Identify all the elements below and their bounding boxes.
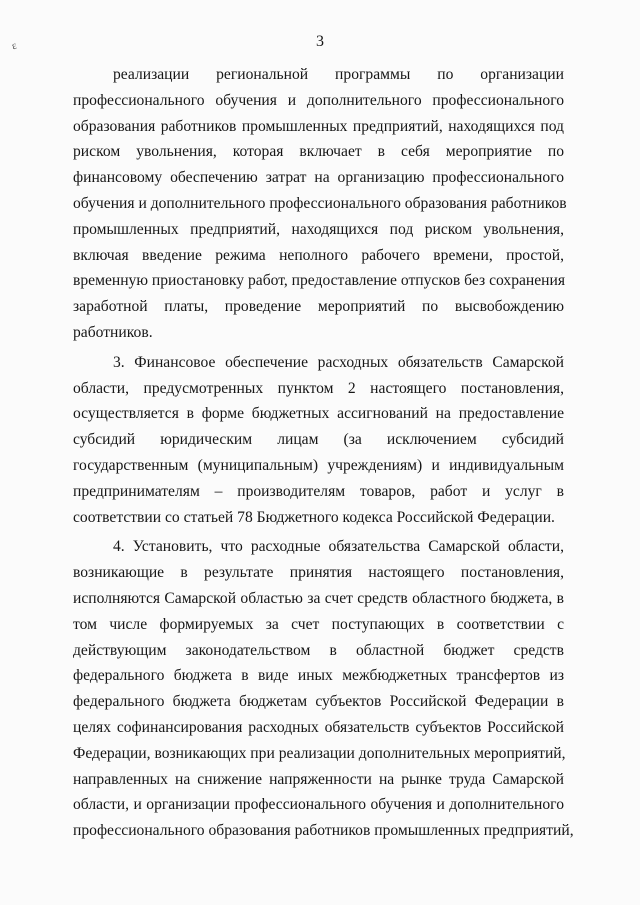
text-line: работников. <box>73 323 153 341</box>
text-line: возникающие в результате принятия настоящего постановления, <box>73 564 564 582</box>
text-line: финансовому обеспечению затрат на организацию профессионального <box>73 169 564 187</box>
text-line: риском увольнения, которая включает в себя мероприятие по <box>73 143 564 161</box>
text-line: том числе формируемых за счет поступающих в соответствии с <box>73 615 564 633</box>
text-line: предпринимателям – производителям товаров, работ и услуг в <box>73 482 564 500</box>
text-line: реализации региональной программы по организации <box>113 66 564 83</box>
text-line: 3. Финансовое обеспечение расходных обязательств Самарской <box>113 353 564 371</box>
text-line: промышленных предприятий, находящихся под риском увольнения, <box>73 220 564 238</box>
text-line: соответствии со статьей 78 Бюджетного кодекса Российской Федерации. <box>73 508 555 526</box>
text-line: области, и организации профессионального обучения и дополнительного <box>73 796 564 814</box>
text-line: государственным (муниципальным) учреждениям) и индивидуальным <box>73 456 564 474</box>
text-line: исполняются Самарской областью за счет средств областного бюджета, в <box>73 589 564 607</box>
text-line: 4. Установить, что расходные обязательства Самарской области, <box>113 538 564 556</box>
text-line: профессионального образования работников промышленных предприятий, <box>73 822 574 840</box>
text-line: области, предусмотренных пунктом 2 настоящего постановления, <box>73 379 564 397</box>
body-text <box>73 62 574 844</box>
text-line: целях софинансирования расходных обязательств субъектов Российской <box>73 718 564 736</box>
page-number: 3 <box>316 33 324 50</box>
text-line: федерального бюджета в виде иных межбюджетных трансфертов из <box>73 667 564 685</box>
text-line: субсидий юридическим лицам (за исключением субсидий <box>73 431 564 449</box>
text-line: обучения и дополнительного профессионального образования работников <box>73 194 567 212</box>
text-line: профессионального обучения и дополнительного профессионального <box>73 91 564 109</box>
text-line: направленных на снижение напряженности на рынке труда Самарской <box>73 770 564 788</box>
text-line: включая введение режима неполного рабочего времени, простой, <box>73 246 564 264</box>
text-line: заработной платы, проведение мероприятий по высвобождению <box>73 298 564 316</box>
text-line: федерального бюджета бюджетам субъектов Российской Федерации в <box>73 693 564 711</box>
text-line: действующим законодательством в областной бюджет средств <box>73 641 564 659</box>
text-line: образования работников промышленных предприятий, находящихся под <box>73 117 564 135</box>
text-line: осуществляется в форме бюджетных ассигнований на предоставление <box>73 405 564 423</box>
text-line: Федерации, возникающих при реализации дополнительных мероприятий, <box>73 744 566 762</box>
margin-mark: ε <box>10 39 19 53</box>
text-line: временную приостановку работ, предоставление отпусков без сохранения <box>73 272 566 290</box>
